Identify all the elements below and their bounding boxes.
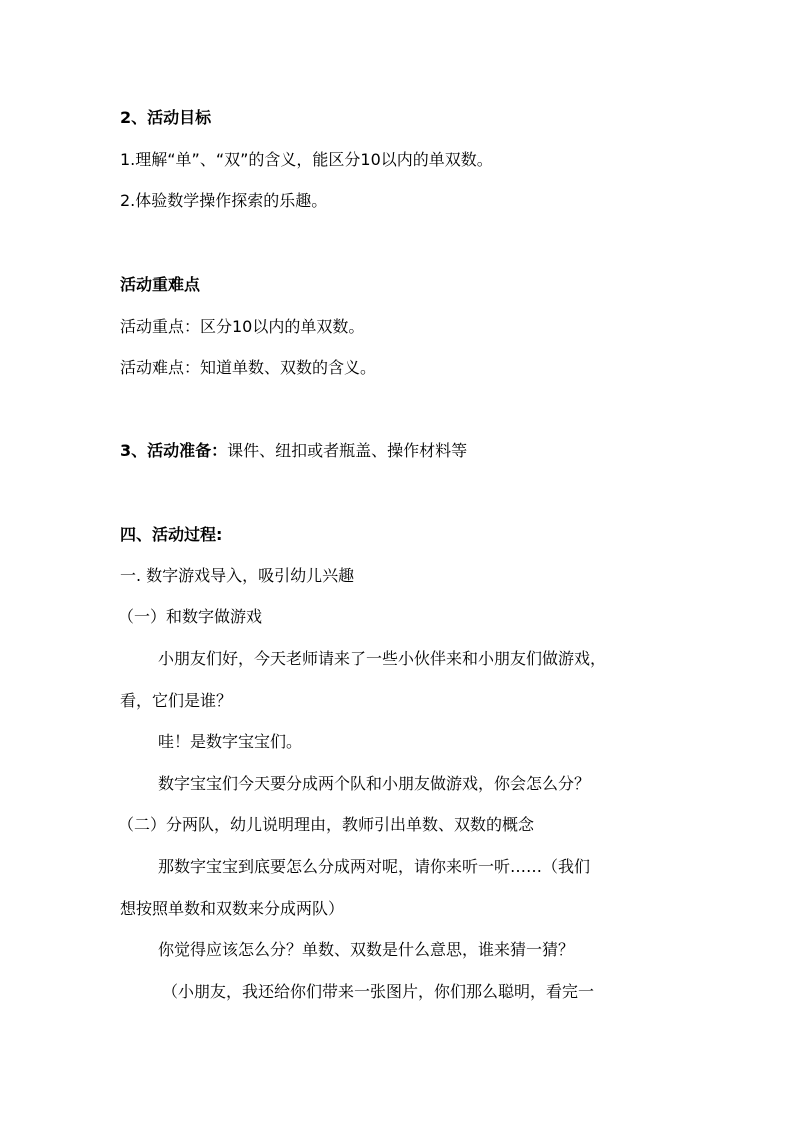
paragraph-1-line-1: 小朋友们好，今天老师请来了一些小伙伴来和小朋友们做游戏， [158,649,607,668]
paragraph-6: （小朋友，我还给你们带来一张图片，你们那么聪明，看完一 [162,982,595,1001]
sub2-heading: （二）分两队，幼儿说明理由，教师引出单数、双数的概念 [118,815,535,834]
section3-heading: 3、活动准备： [120,441,228,460]
section4-heading: 四、活动过程: [120,525,223,544]
difficult-point: 活动难点：知道单数、双数的含义。 [120,358,377,377]
keypoints-heading: 活动重难点 [120,275,201,294]
paragraph-2: 哇！是数字宝宝们。 [158,732,303,751]
paragraph-4-line-1: 那数字宝宝到底要怎么分成两对呢，请你来听一听……（我们 [158,857,591,876]
section3-text: 课件、纽扣或者瓶盖、操作材料等 [227,441,468,460]
section3-line [120,440,467,462]
paragraph-1-line-2: 看，它们是谁？ [120,691,233,710]
part1-heading: 一. 数字游戏导入，吸引幼儿兴趣 [120,566,355,585]
goal-2: 2.体验数学操作探索的乐趣。 [120,191,328,210]
paragraph-5: 你觉得应该怎么分？单数、双数是什么意思，谁来猜一猜？ [158,940,575,959]
sub1-heading: （一）和数字做游戏 [118,607,263,626]
paragraph-3: 数字宝宝们今天要分成两个队和小朋友做游戏，你会怎么分？ [158,774,591,793]
goal-1: 1.理解“单”、“双”的含义，能区分10以内的单双数。 [120,150,493,169]
key-point: 活动重点：区分10以内的单双数。 [120,317,365,336]
section2-heading: 2、活动目标 [120,108,212,127]
paragraph-4-line-2: 想按照单数和双数来分成两队） [120,899,345,918]
